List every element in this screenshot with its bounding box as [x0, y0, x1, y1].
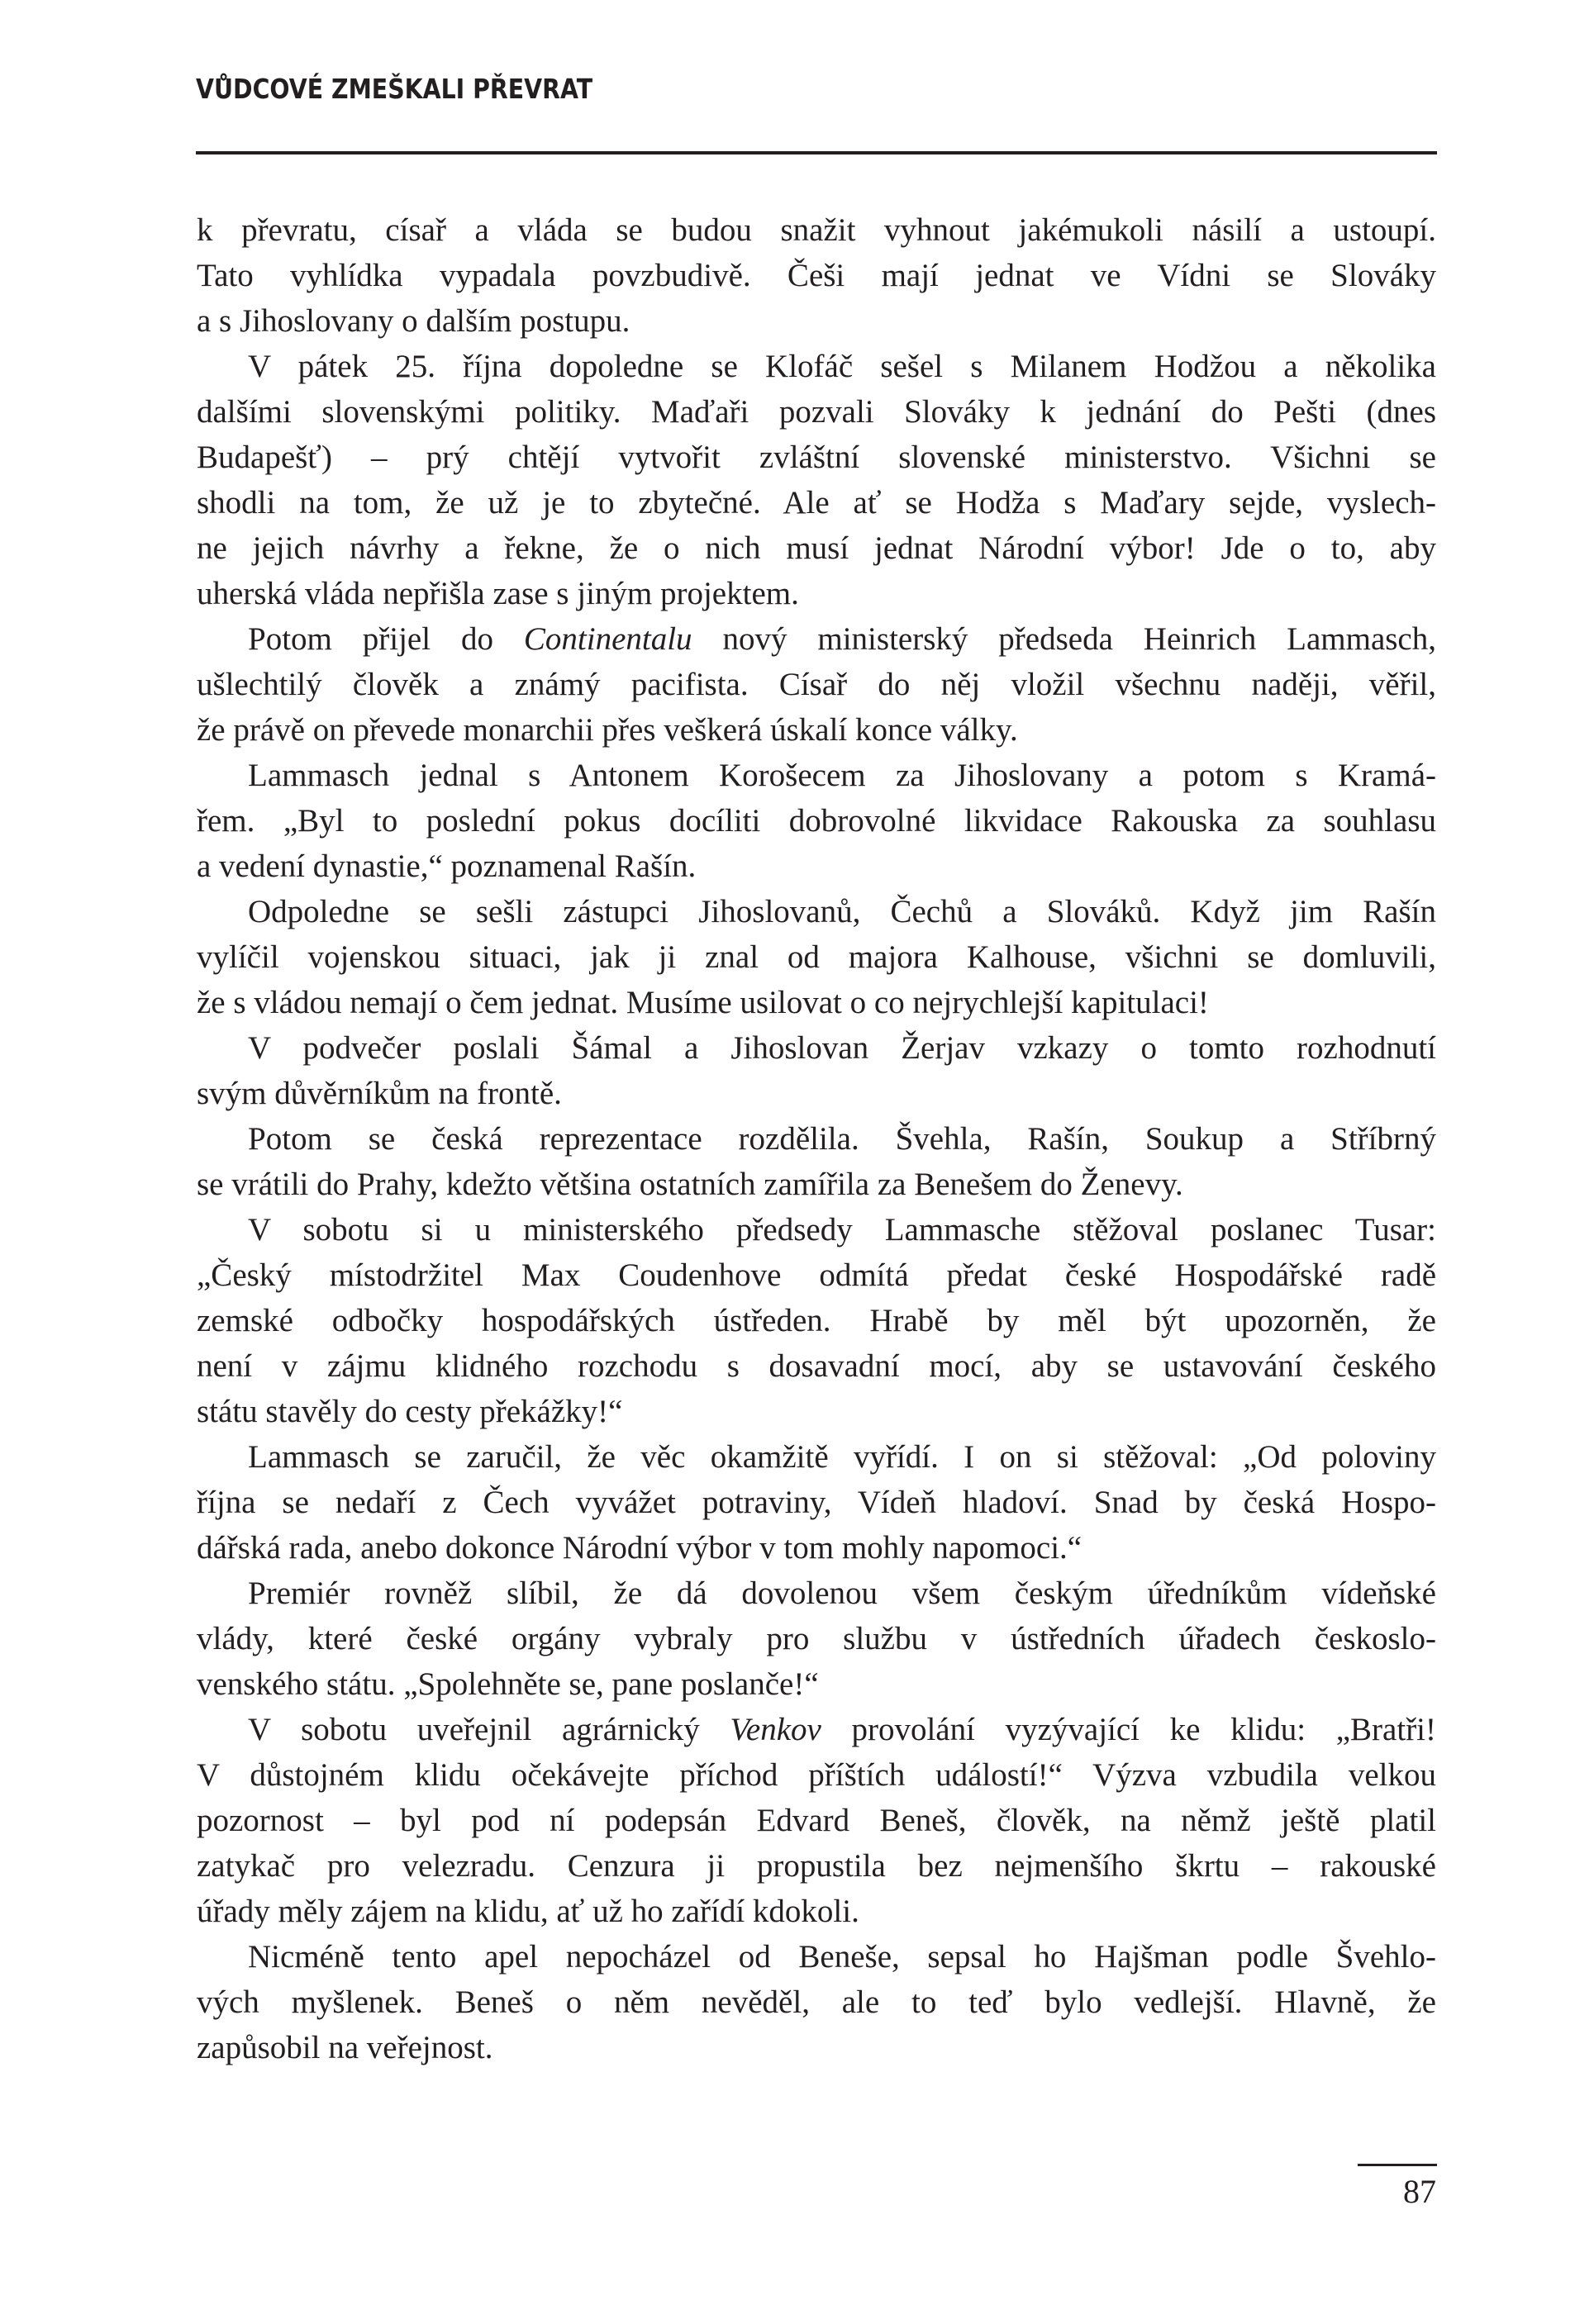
text-run: V důstojném klidu očekávejte příchod příštích událostí!“ Výzva vzbudila velkou [197, 1757, 1436, 1793]
text-line [197, 844, 1436, 889]
text-line [197, 1025, 1436, 1071]
text-line [197, 1934, 1436, 1979]
text-run: Lammasch jednal s Antonem Korošecem za Jihoslovany a potom s Kramá- [248, 758, 1436, 793]
text-line [197, 2025, 1436, 2070]
text-run: a vedení dynastie,“ poznamenal Rašín. [197, 848, 697, 884]
text-run: V sobotu si u ministerského předsedy Lammasche stěžoval poslanec Tusar: [248, 1212, 1436, 1248]
text-run: dalšími slovenskými politiky. Maďaři pozvali Slováky k jednání do Pešti (dnes [197, 394, 1436, 430]
italic-title: Continentalu [523, 621, 692, 657]
text-run: Premiér rovněž slíbil, že dá dovolenou všem českým úředníkům vídeňské [248, 1575, 1436, 1611]
text-run: a s Jihoslovany o dalším postupu. [197, 303, 630, 339]
text-line [197, 1116, 1436, 1162]
text-run: venského státu. „Spolehněte se, pane poslanče!“ [197, 1666, 819, 1702]
text-run: není v zájmu klidného rozchodu s dosavadní mocí, aby se ustavování českého [197, 1348, 1436, 1384]
text-run: zemské odbočky hospodářských ústředen. Hrabě by měl být upozorněn, že [197, 1303, 1436, 1338]
text-run: zapůsobil na veřejnost. [197, 2030, 493, 2065]
text-run: zatykač pro velezradu. Cenzura ji propustila bez nejmenšího škrtu – rakouské [197, 1848, 1436, 1884]
text-run: ne jejich návrhy a řekne, že o nich musí jednat Národní výbor! Jde o to, aby [197, 530, 1436, 566]
text-run: provolání vyzývající ke klidu: „Bratři! [821, 1712, 1437, 1747]
text-line [197, 1298, 1436, 1343]
text-run: vlády, které české orgány vybraly pro službu v ústředních úřadech českoslo- [197, 1621, 1436, 1656]
text-run: V podvečer poslali Šámal a Jihoslovan Žerjav vzkazy o tomto rozhodnutí [248, 1030, 1436, 1066]
text-run: Potom přijel do [248, 621, 524, 657]
text-run: „Český místodržitel Max Coudenhove odmítá předat české Hospodářské radě [197, 1257, 1436, 1293]
text-line [197, 480, 1436, 525]
text-run: svým důvěrníkům na frontě. [197, 1076, 562, 1111]
text-line [197, 1071, 1436, 1116]
text-line [197, 616, 1436, 662]
text-run: vylíčil vojenskou situaci, jak ji znal od majora Kalhouse, všichni se domluvili, [197, 939, 1436, 975]
text-run: uherská vláda nepřišla zase s jiným projektem. [197, 576, 799, 611]
text-line [197, 525, 1436, 571]
text-line [197, 889, 1436, 934]
text-line [197, 1843, 1436, 1889]
text-run: Potom se česká reprezentace rozdělila. Švehla, Rašín, Soukup a Stříbrný [248, 1121, 1436, 1157]
text-run: dářská rada, anebo dokonce Národní výbor v tom mohly napomoci.“ [197, 1530, 1082, 1566]
text-line [197, 207, 1436, 253]
text-line [197, 707, 1436, 753]
text-run: k převratu, císař a vláda se budou snažit vyhnout jakémukoli násilí a ustoupí. [197, 212, 1436, 248]
text-run: Odpoledne se sešli zástupci Jihoslovanů, Čechů a Slováků. Když jim Rašín [248, 894, 1436, 929]
text-run: Nicméně tento apel nepocházel od Beneše, sepsal ho Hajšman podle Švehlo- [248, 1939, 1436, 1975]
text-line [197, 1979, 1436, 2025]
text-line [197, 1434, 1436, 1480]
text-line [197, 1252, 1436, 1298]
text-line [197, 571, 1436, 616]
text-run: Budapešť) – prý chtějí vytvořit zvláštní slovenské ministerstvo. Všichni se [197, 440, 1436, 475]
text-line [197, 1162, 1436, 1207]
text-line [197, 1480, 1436, 1525]
footer-rule [1358, 2164, 1437, 2166]
text-run: ušlechtilý člověk a známý pacifista. Císař do něj vložil všechnu naději, věřil, [197, 667, 1436, 702]
text-run: vých myšlenek. Beneš o něm nevěděl, ale to teď bylo vedlejší. Hlavně, že [197, 1984, 1436, 2020]
text-line [197, 298, 1436, 344]
text-line [197, 1889, 1436, 1934]
text-line [197, 1207, 1436, 1252]
text-run: V sobotu uveřejnil agrárnický [248, 1712, 730, 1747]
text-line [197, 435, 1436, 480]
text-line [197, 1525, 1436, 1571]
text-run: státu stavěly do cesty překážky!“ [197, 1394, 623, 1429]
text-run: úřady měly zájem na klidu, ať už ho zařídí kdokoli. [197, 1894, 859, 1929]
text-line [197, 753, 1436, 798]
text-line [197, 1389, 1436, 1434]
text-run: shodli na tom, že už je to zbytečné. Ale ať se Hodža s Maďary sejde, vyslech- [197, 485, 1436, 520]
italic-title: Venkov [730, 1712, 821, 1747]
text-line [197, 1798, 1436, 1843]
text-line [197, 1616, 1436, 1661]
text-line [197, 662, 1436, 707]
text-run: že s vládou nemají o čem jednat. Musíme usilovat o co nejrychlejší kapitulaci! [197, 985, 1209, 1020]
running-head: VŮDCOVÉ ZMEŠKALI PŘEVRAT [196, 73, 593, 105]
header-rule [196, 151, 1437, 154]
text-run: Lammasch se zaručil, že věc okamžitě vyřídí. I on si stěžoval: „Od poloviny [248, 1439, 1436, 1475]
text-run: nový ministerský předseda Heinrich Lammasch, [692, 621, 1436, 657]
text-line [197, 1571, 1436, 1616]
text-line [197, 980, 1436, 1025]
text-line [197, 798, 1436, 844]
page-number: 87 [1403, 2173, 1436, 2210]
text-line [197, 1343, 1436, 1389]
text-line [197, 1707, 1436, 1752]
text-run: Tato vyhlídka vypadala povzbudivě. Češi mají jednat ve Vídni se Slováky [197, 258, 1436, 293]
text-line [197, 934, 1436, 980]
text-line [197, 1661, 1436, 1707]
text-line [197, 1752, 1436, 1798]
text-run: se vrátili do Prahy, kdežto většina ostatních zamířila za Benešem do Ženevy. [197, 1167, 1183, 1202]
text-run: řem. „Byl to poslední pokus docíliti dobrovolné likvidace Rakouska za souhlasu [197, 803, 1436, 839]
text-line [197, 253, 1436, 298]
text-line [197, 344, 1436, 389]
text-run: že právě on převede monarchii přes veškerá úskalí konce války. [197, 712, 1018, 748]
text-line [197, 389, 1436, 435]
text-run: V pátek 25. října dopoledne se Klofáč sešel s Milanem Hodžou a několika [248, 349, 1436, 384]
text-run: pozornost – byl pod ní podepsán Edvard Beneš, člověk, na němž ještě platil [197, 1803, 1436, 1838]
text-run: října se nedaří z Čech vyvážet potraviny, Vídeň hladoví. Snad by česká Hospo- [197, 1485, 1436, 1520]
